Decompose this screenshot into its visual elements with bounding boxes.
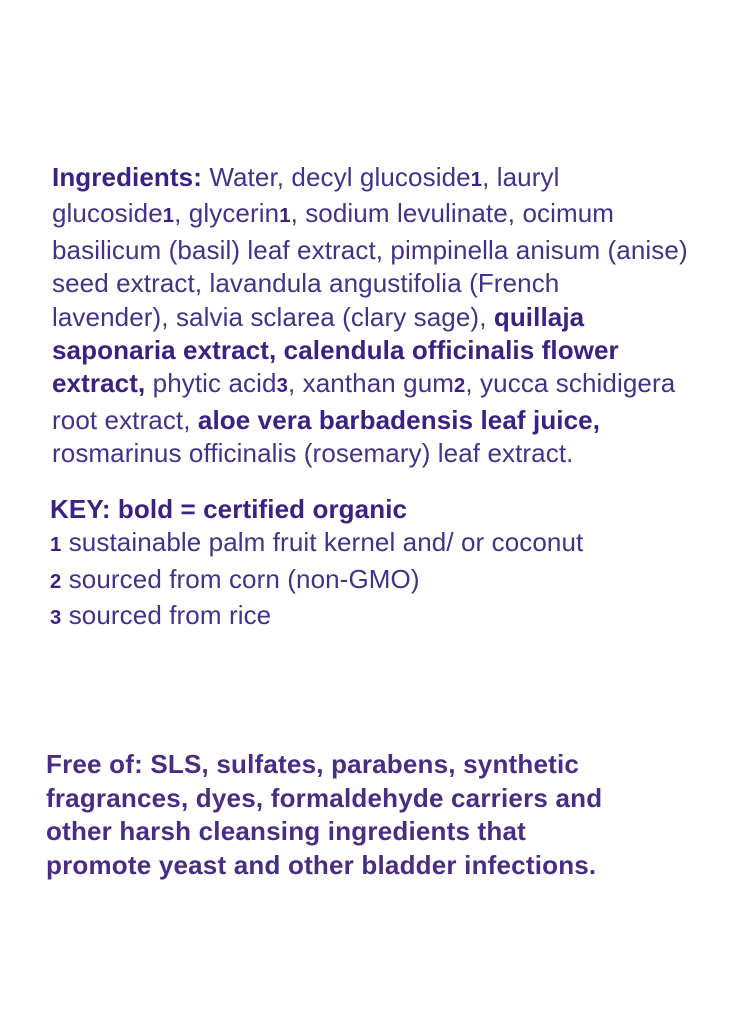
regular-text: phytic acid [145, 368, 277, 399]
bold-text: quillaja [493, 301, 585, 332]
text-line [52, 301, 688, 334]
bold-text: aloe vera barbadensis leaf juice, [197, 404, 601, 435]
text-line [50, 526, 583, 562]
bold-text: extract, [52, 368, 146, 399]
footnote-number: 1 [470, 169, 483, 191]
regular-text: root extract, [52, 404, 198, 435]
footnote-number: 3 [276, 375, 288, 398]
regular-text: glucoside [52, 198, 163, 229]
text-line [50, 599, 583, 635]
text-line [50, 563, 583, 599]
bold-text: KEY: bold = certified organic [50, 494, 408, 524]
text-line [46, 815, 602, 849]
footnote-number: 1 [162, 205, 175, 228]
regular-text: sourced from corn (non-GMO) [61, 563, 420, 594]
regular-text: , sodium levulinate, ocimum [290, 198, 615, 229]
bold-text: saponaria extract, calendula officinalis flower [52, 335, 619, 366]
text-line [46, 849, 602, 883]
text-line [52, 161, 688, 197]
text-line [46, 782, 602, 816]
regular-text: rosmarinus officinalis (rosemary) leaf extract. [52, 438, 574, 469]
regular-text: sustainable palm fruit kernel and/ or coconut [61, 527, 584, 558]
footnote-number: 2 [454, 375, 466, 398]
regular-text: , yucca schidigera [465, 368, 676, 399]
text-line [46, 748, 602, 782]
regular-text: , glycerin [174, 198, 280, 229]
text-line [52, 367, 688, 403]
regular-text: fragrances, dyes, formaldehyde carriers and [46, 782, 603, 813]
text-line [52, 267, 688, 300]
bold-text: Ingredients: [52, 162, 202, 192]
regular-text: Free of: SLS, sulfates, parabens, synthetic [46, 749, 580, 779]
regular-text: Water, decyl glucoside [202, 162, 471, 192]
free-of-paragraph [46, 748, 602, 882]
text-line [52, 334, 688, 367]
footnote-number: 1 [279, 205, 291, 228]
regular-text: , lauryl [482, 162, 560, 192]
text-line [52, 197, 688, 233]
regular-text: seed extract, lavandula angustifolia (French [52, 268, 560, 299]
text-line [52, 437, 688, 470]
footnote-number: 1 [50, 534, 62, 557]
text-line [52, 404, 688, 437]
regular-text: other harsh cleansing ingredients that [46, 816, 527, 847]
text-line [52, 234, 688, 267]
ingredients-paragraph [52, 161, 688, 471]
regular-text: promote yeast and other bladder infections. [46, 849, 597, 880]
footnote-number: 3 [50, 607, 62, 630]
regular-text: lavender), salvia sclarea (clary sage), [52, 301, 494, 332]
regular-text: , xanthan gum [287, 368, 455, 399]
regular-text: basilicum (basil) leaf extract, pimpinella anisum (anise) [52, 234, 688, 265]
key-legend [50, 493, 583, 636]
footnote-number: 2 [50, 570, 62, 593]
regular-text: sourced from rice [61, 600, 272, 631]
text-line [50, 493, 583, 526]
